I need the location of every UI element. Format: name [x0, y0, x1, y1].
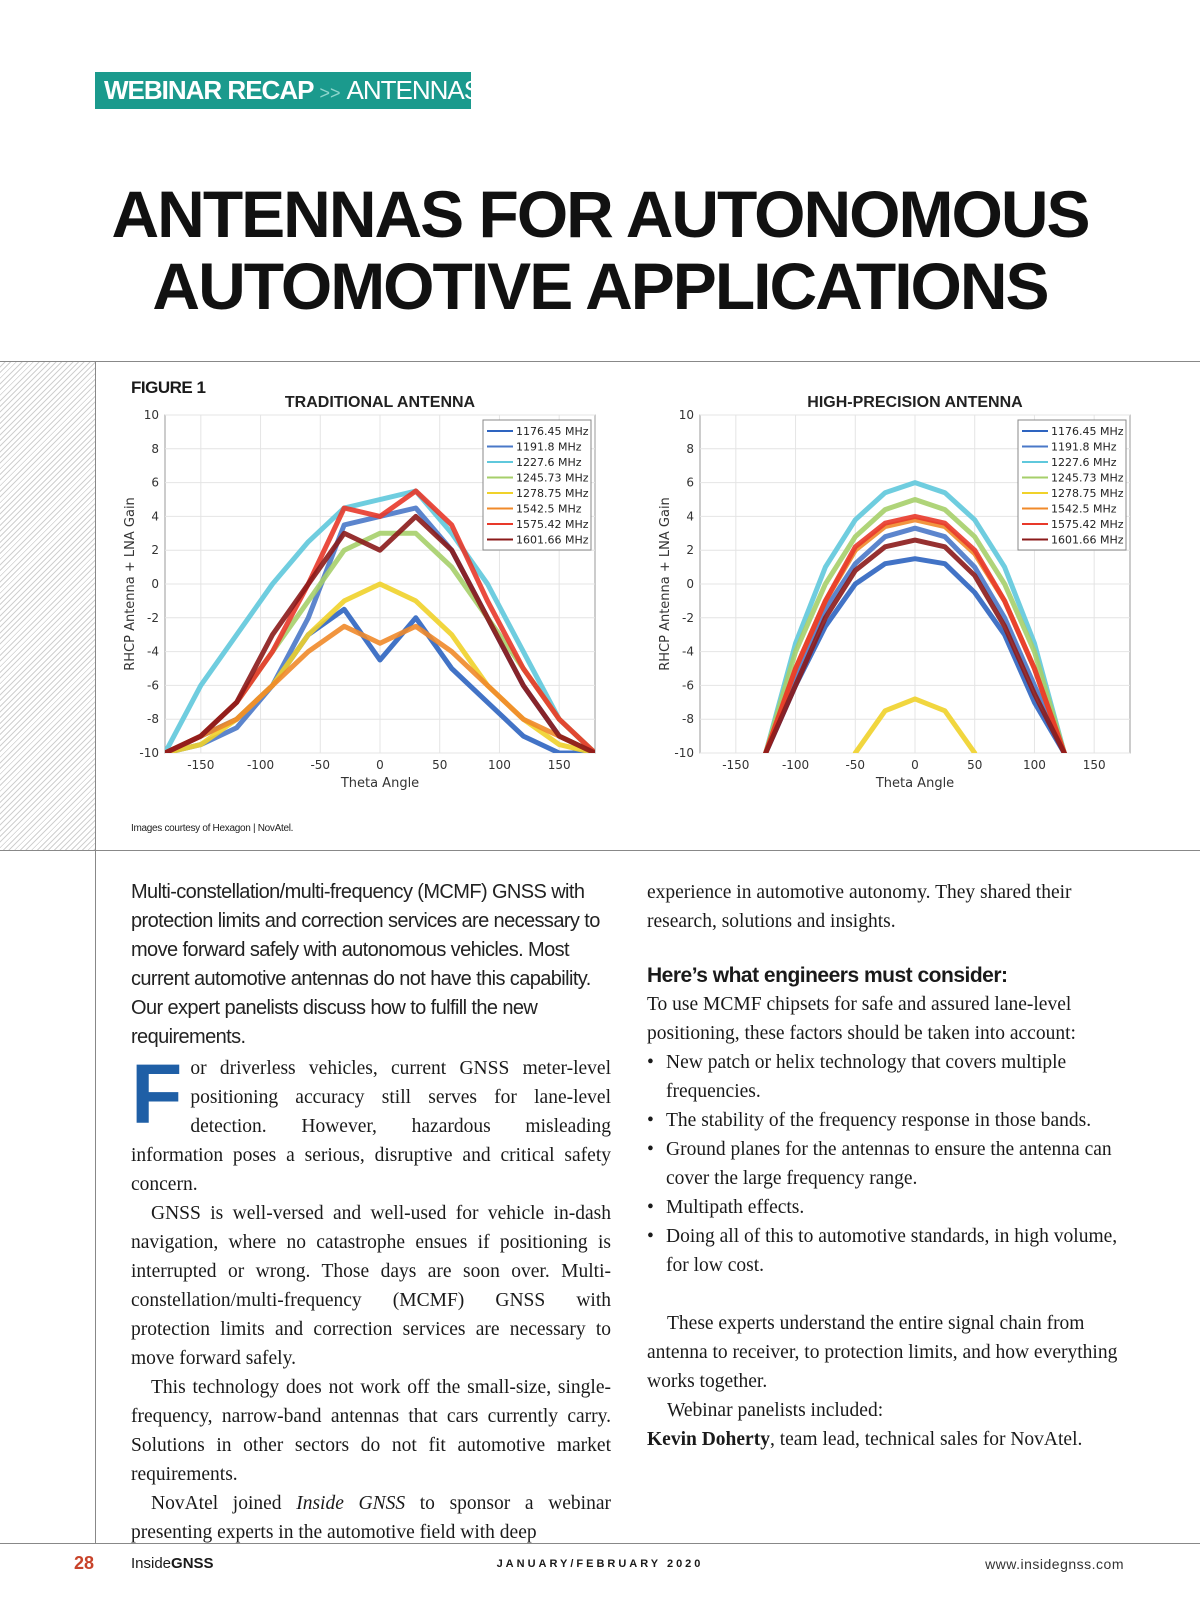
- x-tick-label: 50: [432, 758, 448, 772]
- page-number: 28: [74, 1553, 95, 1573]
- left-margin-rule: [95, 361, 96, 1543]
- website-url: www.insidegnss.com: [985, 1556, 1124, 1572]
- paragraph-4-end: to sponsor a webinar presenting experts in the automotive field with deep: [131, 1493, 611, 1543]
- issue-date: JANUARY/FEBRUARY 2020: [496, 1558, 704, 1570]
- y-tick-label: -2: [682, 610, 694, 625]
- y-axis-label: RHCP Antenna + LNA Gain: [123, 497, 138, 671]
- panelist-entry: [647, 1425, 1125, 1454]
- y-tick-label: 6: [151, 475, 159, 490]
- article-headline: [0, 178, 1200, 322]
- paragraph-7: These experts understand the entire signal chain from antenna to receiver, to protection limits, and how everything works together.: [647, 1313, 1118, 1392]
- legend-entry: 1542.5 MHz: [1051, 502, 1117, 516]
- paragraph-5: experience in automotive autonomy. They shared their research, solutions and insights.: [647, 882, 1072, 932]
- y-tick-label: -6: [682, 678, 694, 693]
- figure-label: FIGURE 1: [131, 378, 206, 397]
- y-tick-label: 8: [151, 441, 159, 456]
- chart-title: TRADITIONAL ANTENNA: [284, 395, 476, 412]
- x-tick-label: -100: [781, 758, 810, 772]
- legend-entry: 1227.6 MHz: [1051, 456, 1117, 469]
- topic-label: ANTENNAS: [346, 75, 481, 105]
- legend-entry: 1176.45 MHz: [1051, 425, 1124, 438]
- chart-title: HIGH-PRECISION ANTENNA: [807, 395, 1023, 412]
- right-column: [647, 878, 1125, 1454]
- legend-entry: 1601.66 MHz: [516, 533, 589, 547]
- x-tick-label: 100: [1022, 758, 1046, 772]
- y-tick-label: -10: [674, 746, 694, 760]
- legend-entry: 1601.66 MHz: [1051, 533, 1124, 547]
- x-tick-label: 150: [1082, 758, 1106, 772]
- legend-entry: 1278.75 MHz: [1051, 487, 1124, 500]
- x-tick-label: -50: [310, 758, 331, 772]
- list-item: • New patch or helix technology that covers multiple frequencies.: [647, 1048, 1125, 1106]
- paragraph-4-start: NovAtel joined: [151, 1493, 297, 1514]
- subhead: Here’s what engineers must consider:: [647, 964, 1008, 987]
- panelist-name: Kevin Doherty: [647, 1429, 770, 1450]
- legend-entry: 1191.8 MHz: [516, 440, 582, 454]
- legend-entry: 1176.45 MHz: [516, 425, 589, 438]
- magazine-name-italic: Inside GNSS: [296, 1493, 406, 1514]
- drop-cap: F: [131, 1047, 183, 1141]
- y-tick-label: -2: [147, 610, 159, 625]
- paragraph-3: This technology does not work off the small-size, single-frequency, narrow-band antennas that cars currently carry. Solutions in other sectors do not fit automotive market requirements.: [131, 1377, 611, 1485]
- figure-hatch-decoration: [0, 362, 95, 850]
- x-tick-label: 100: [487, 758, 511, 772]
- figure-credit: Images courtesy of Hexagon | NovAtel.: [131, 823, 294, 834]
- y-tick-label: 10: [143, 408, 159, 422]
- considerations-list: [647, 1048, 1125, 1280]
- headline-line-2: AUTOMOTIVE APPLICATIONS: [152, 249, 1048, 323]
- section-kicker: [95, 72, 481, 109]
- panelist-role: , team lead, technical sales for NovAtel.: [769, 1429, 1083, 1450]
- y-tick-label: -10: [139, 746, 159, 760]
- headline-line-1: ANTENNAS FOR AUTONOMOUS: [111, 177, 1089, 251]
- y-tick-label: 8: [686, 441, 694, 456]
- y-tick-label: 2: [686, 543, 694, 558]
- y-tick-label: 0: [151, 577, 159, 591]
- legend-entry: 1542.5 MHz: [516, 502, 582, 516]
- x-tick-label: -50: [845, 758, 866, 772]
- y-tick-label: -6: [147, 678, 159, 693]
- article-lede: Multi-constellation/multi-frequency (MCMF) GNSS with protection limits and correction services are necessary to move forward safely with autonomous vehicles. Most current automotive antennas do not have this capability. Our expert panelists discuss how to fulfill the new requirements.: [131, 881, 600, 1048]
- x-tick-label: 0: [911, 758, 919, 772]
- x-tick-label: 0: [376, 758, 384, 772]
- figure-top-rule: [0, 361, 1200, 362]
- paragraph-1-text: or driverless vehicles, current GNSS meter-level positioning accuracy still serves for lane-level detection. However, hazardous misleading information poses a serious, disruptive and critical safety concern.: [131, 1058, 611, 1195]
- list-item: • The stability of the frequency response in those bands.: [647, 1106, 1125, 1135]
- y-tick-label: -4: [147, 644, 159, 659]
- magazine-name-bold: GNSS: [171, 1555, 214, 1572]
- y-tick-label: -4: [682, 644, 694, 659]
- section-label: WEBINAR RECAP: [104, 75, 314, 105]
- y-tick-label: -8: [147, 712, 159, 727]
- y-tick-label: 4: [151, 509, 159, 524]
- y-tick-label: 10: [678, 408, 694, 422]
- list-item: • Doing all of this to automotive standards, in high volume, for low cost.: [647, 1222, 1125, 1280]
- x-tick-label: 150: [547, 758, 571, 772]
- paragraph-4: [131, 1489, 611, 1547]
- paragraph-1: [131, 1047, 611, 1199]
- x-tick-label: -100: [246, 758, 275, 772]
- kicker-separator: >>: [319, 83, 341, 103]
- list-item: • Multipath effects.: [647, 1193, 1125, 1222]
- figure-bottom-rule: [0, 850, 1200, 851]
- x-tick-label: -150: [187, 758, 215, 772]
- legend-entry: 1575.42 MHz: [516, 518, 589, 531]
- legend-entry: 1245.73 MHz: [516, 471, 589, 485]
- x-tick-label: 50: [967, 758, 983, 772]
- legend-entry: 1191.8 MHz: [1051, 440, 1117, 454]
- x-axis-label: Theta Angle: [875, 776, 955, 791]
- y-tick-label: 6: [686, 475, 694, 490]
- paragraph-2: GNSS is well-versed and well-used for vehicle in-dash navigation, where no catastrophe ensues if positioning is interrupted or wrong. Those days are soon over. Multi-constellation/multi-frequency (MCMF) GNSS with protection limits and correction services are necessary to move forward safely.: [131, 1203, 611, 1369]
- traditional-antenna-chart: [110, 395, 630, 820]
- legend-entry: 1575.42 MHz: [1051, 518, 1124, 531]
- legend-entry: 1278.75 MHz: [516, 487, 589, 500]
- x-axis-label: Theta Angle: [340, 776, 420, 791]
- paragraph-6: To use MCMF chipsets for safe and assured lane-level positioning, these factors should be taken into account:: [647, 994, 1076, 1044]
- legend-entry: 1245.73 MHz: [1051, 471, 1124, 485]
- legend-entry: 1227.6 MHz: [516, 456, 582, 469]
- y-axis-label: RHCP Antenna + LNA Gain: [658, 497, 673, 671]
- y-tick-label: -8: [682, 712, 694, 727]
- magazine-name-prefix: Inside: [131, 1555, 172, 1572]
- high-precision-antenna-chart: [645, 395, 1165, 820]
- left-column: [131, 1047, 611, 1547]
- list-item: • Ground planes for the antennas to ensure the antenna can cover the large frequency range.: [647, 1135, 1125, 1193]
- y-tick-label: 2: [151, 543, 159, 558]
- y-tick-label: 0: [686, 577, 694, 591]
- y-tick-label: 4: [686, 509, 694, 524]
- paragraph-8: Webinar panelists included:: [667, 1400, 884, 1421]
- x-tick-label: -150: [722, 758, 750, 772]
